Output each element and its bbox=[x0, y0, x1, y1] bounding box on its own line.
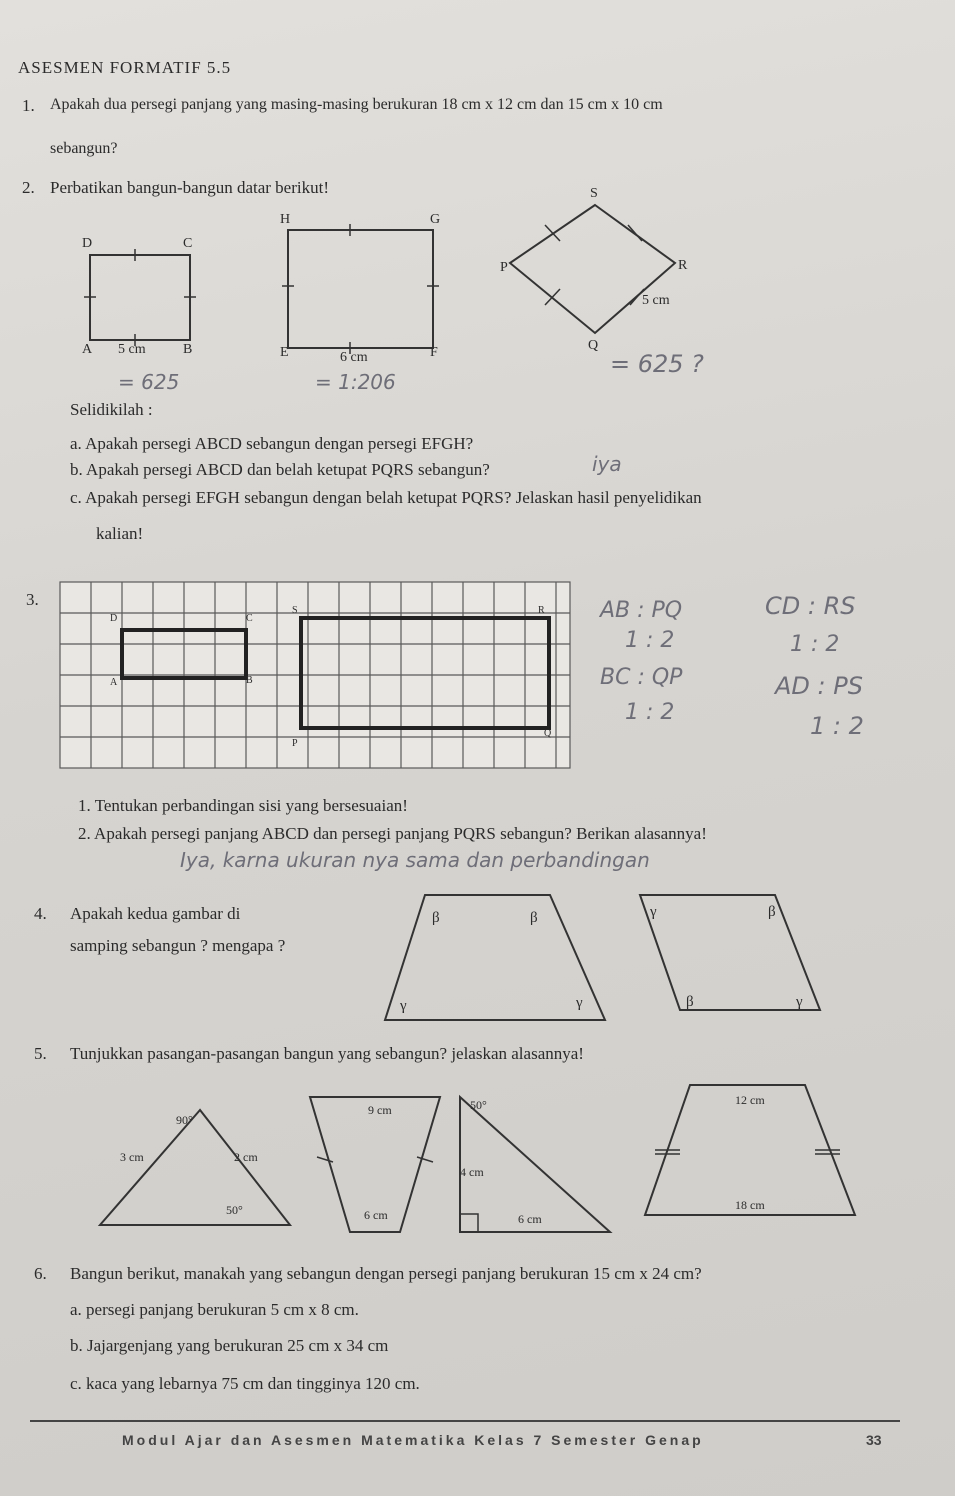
q5-text: Tunjukkan pasangan-pasangan bangun yang sebangun? jelaskan alasannya! bbox=[70, 1044, 584, 1063]
handwriting-q2-b: iya bbox=[592, 452, 622, 476]
label-d: D bbox=[82, 236, 93, 251]
q3-number: 3. bbox=[26, 590, 39, 609]
q5-triangle-1 bbox=[95, 1105, 295, 1230]
q5-tri1-bottom-angle: 50° bbox=[226, 1203, 243, 1217]
q5-tri1-left-side: 3 cm bbox=[120, 1150, 144, 1164]
q2-sub-c-line2: kalian! bbox=[96, 524, 144, 543]
q6-number: 6. bbox=[34, 1264, 47, 1283]
ratio-bc-qp: BC : QP bbox=[600, 665, 683, 690]
label-p: P bbox=[500, 260, 508, 275]
side-length-rhombus: 5 cm bbox=[642, 293, 670, 308]
label-a: A bbox=[82, 342, 93, 357]
q5-tri2-bottom-side: 6 cm bbox=[518, 1212, 542, 1226]
ratio-cd-rs-value: 1 : 2 bbox=[790, 632, 840, 657]
q5-tri2-top-angle: 50° bbox=[470, 1098, 487, 1112]
label-f: F bbox=[430, 345, 438, 360]
q3-label-s: S bbox=[292, 605, 298, 616]
q3-label-a: A bbox=[110, 677, 118, 688]
handwriting-q2-left: = 625 bbox=[118, 370, 180, 394]
q2-sub-a: a. Apakah persegi ABCD sebangun dengan persegi EFGH? bbox=[70, 434, 474, 453]
footer-page-number: 33 bbox=[866, 1432, 882, 1448]
q3-grid bbox=[60, 582, 570, 768]
q4-right-angle-1: γ bbox=[650, 904, 657, 920]
q3-label-c: C bbox=[246, 613, 253, 624]
q6-option-b: b. Jajargenjang yang berukuran 25 cm x 34 cm bbox=[70, 1336, 389, 1355]
q5-trap1-top: 9 cm bbox=[368, 1103, 392, 1117]
square-abcd-figure bbox=[80, 245, 200, 345]
q1-text-line1: Apakah dua persegi panjang yang masing-masing berukuran 18 cm x 12 cm dan 15 cm x 10 cm bbox=[50, 96, 663, 113]
q4-number: 4. bbox=[34, 904, 47, 923]
q6-option-c: c. kaca yang lebarnya 75 cm dan tingginya 120 cm. bbox=[70, 1374, 420, 1393]
handwriting-q2-mid: = 1:206 bbox=[315, 370, 396, 394]
side-length-ab: 5 cm bbox=[118, 342, 146, 357]
q3-label-d: D bbox=[110, 613, 118, 624]
label-q: Q bbox=[588, 338, 599, 353]
q3-label-p: P bbox=[292, 738, 298, 749]
q5-trap2-bottom: 18 cm bbox=[735, 1198, 765, 1212]
side-length-ef: 6 cm bbox=[340, 350, 368, 365]
footer-text: Modul Ajar dan Asesmen Matematika Kelas 7 Semester Genap bbox=[122, 1432, 704, 1448]
ratio-ad-ps: AD : PS bbox=[775, 672, 863, 700]
footer-divider bbox=[30, 1420, 900, 1422]
q5-tri1-right-side: 2 cm bbox=[234, 1150, 258, 1164]
ratio-bc-qp-value: 1 : 2 bbox=[625, 700, 675, 725]
square-efgh-figure bbox=[280, 222, 440, 347]
ratio-ad-ps-value: 1 : 2 bbox=[810, 712, 864, 740]
q4-text-line1: Apakah kedua gambar di bbox=[70, 904, 241, 923]
q3-label-r: R bbox=[538, 605, 545, 616]
q1-text-line2: sebangun? bbox=[50, 140, 118, 157]
q4-left-angle-3: γ bbox=[400, 998, 407, 1014]
q2-number: 2. bbox=[22, 178, 35, 197]
q4-left-angle-1: β bbox=[432, 910, 440, 926]
q4-right-angle-2: β bbox=[768, 904, 776, 920]
label-b: B bbox=[183, 342, 193, 357]
q4-right-angle-3: β bbox=[686, 994, 694, 1010]
q4-text-line2: samping sebangun ? mengapa ? bbox=[70, 936, 286, 955]
label-h: H bbox=[280, 212, 291, 227]
page-title: ASESMEN FORMATIF 5.5 bbox=[18, 58, 232, 77]
q2-sub-c-line1: c. Apakah persegi EFGH sebangun dengan belah ketupat PQRS? Jelaskan hasil penyelidikan bbox=[70, 488, 702, 507]
q5-trap1-bottom: 6 cm bbox=[364, 1208, 388, 1222]
handwriting-q2-right: = 625 ? bbox=[610, 350, 704, 378]
rhombus-pqrs-figure bbox=[500, 195, 690, 345]
handwriting-q3-answer: Iya, karna ukuran nya sama dan perbandingan bbox=[180, 848, 650, 872]
q5-trap2-top: 12 cm bbox=[735, 1093, 765, 1107]
label-s: S bbox=[590, 186, 598, 201]
q3-sub-2: 2. Apakah persegi panjang ABCD dan persegi panjang PQRS sebangun? Berikan alasannya! bbox=[78, 824, 707, 843]
ratio-ab-pq: AB : PQ bbox=[600, 598, 683, 623]
q1-number: 1. bbox=[22, 96, 35, 115]
q5-tri2-left-side: 4 cm bbox=[460, 1165, 484, 1179]
q5-number: 5. bbox=[34, 1044, 47, 1063]
q4-left-angle-4: γ bbox=[576, 995, 583, 1011]
q4-left-angle-2: β bbox=[530, 910, 538, 926]
q4-trapezoid-left bbox=[380, 890, 620, 1025]
label-c: C bbox=[183, 236, 193, 251]
q2-sub-b: b. Apakah persegi ABCD dan belah ketupat PQRS sebangun? bbox=[70, 460, 490, 479]
label-g: G bbox=[430, 212, 441, 227]
ratio-ab-pq-value: 1 : 2 bbox=[625, 628, 675, 653]
q2-text: Perbatikan bangun-bangun datar berikut! bbox=[50, 178, 329, 197]
q3-label-b: B bbox=[246, 675, 253, 686]
q4-right-angle-4: γ bbox=[796, 994, 803, 1010]
label-e: E bbox=[280, 345, 289, 360]
q3-label-q: Q bbox=[544, 728, 552, 739]
label-r: R bbox=[678, 258, 688, 273]
q3-sub-1: 1. Tentukan perbandingan sisi yang bersesuaian! bbox=[78, 796, 408, 815]
q6-option-a: a. persegi panjang berukuran 5 cm x 8 cm. bbox=[70, 1300, 359, 1319]
ratio-cd-rs: CD : RS bbox=[765, 592, 856, 620]
q6-text: Bangun berikut, manakah yang sebangun dengan persegi panjang berukuran 15 cm x 24 cm? bbox=[70, 1264, 702, 1283]
q5-tri1-top-angle: 90° bbox=[176, 1113, 193, 1127]
selidikilah-label: Selidikilah : bbox=[70, 400, 153, 419]
